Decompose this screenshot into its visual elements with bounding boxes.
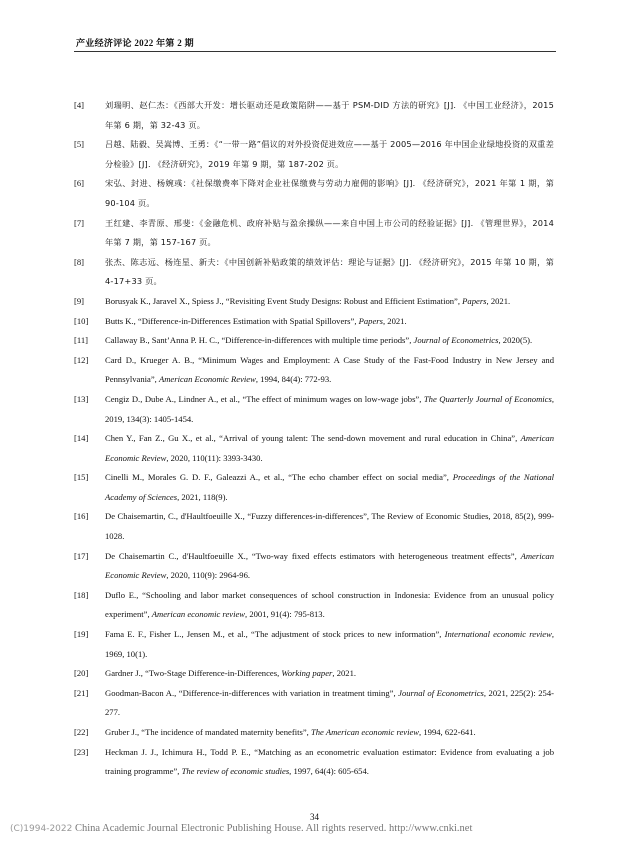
reference-text-segment: , 2021, 225(2): 254-277.	[105, 687, 554, 718]
reference-item	[74, 429, 554, 468]
reference-number: [8]	[74, 256, 85, 267]
reference-text-segment: 刘瑞明、赵仁杰：《西部大开发：增长驱动还是政策陷阱——基于 PSM-DID 方法的研究》[J]. 《中国工业经济》，2015 年第 6 期，第 32-43 页。	[105, 100, 554, 130]
reference-source-title: Papers	[462, 295, 487, 306]
reference-item	[74, 253, 554, 292]
reference-item	[74, 625, 554, 664]
reference-item	[74, 96, 554, 135]
reference-text-segment: , 1969, 10(1).	[105, 629, 554, 659]
reference-number: [16]	[74, 511, 89, 522]
reference-text-segment: Chen Y., Fan Z., Gu X., et al., “Arrival of young talent: The send-down movement and rural education in China”,	[105, 433, 521, 444]
reference-number: [13]	[74, 393, 89, 404]
reference-text-segment: Fama E. F., Fisher L., Jensen M., et al., “The adjustment of stock prices to new information”,	[105, 629, 445, 640]
reference-text	[105, 174, 554, 213]
reference-text-segment: , 1994, 622-641.	[419, 727, 476, 737]
reference-item	[74, 135, 554, 174]
reference-text-segment: , 2020, 110(9): 2964-96.	[166, 570, 251, 581]
reference-text-segment: , 2020(5).	[498, 335, 533, 346]
reference-source-title: Journal of Econometrics	[398, 687, 484, 698]
copyright-footer	[10, 823, 472, 834]
reference-text	[105, 743, 554, 782]
reference-text	[105, 96, 554, 135]
reference-item	[74, 174, 554, 213]
reference-text-segment: 张杰、陈志远、杨连星、新夫：《中国创新补贴政策的绩效评估：理论与证据》[J]. 《经济研究》，2015 年第 10 期，第 4-17+33 页。	[105, 256, 554, 287]
reference-number: [19]	[74, 629, 89, 640]
reference-text-segment: 吕越、陆毅、吴嵩博、王勇：《“一带一路”倡议的对外投资促进效应——基于 2005—2016 年中国企业绿地投资的双重差分检验》[J]. 《经济研究》，2019 年第 9 期，第 187-202 页。	[105, 139, 554, 169]
reference-item	[74, 723, 554, 743]
reference-source-title: International economic review	[444, 629, 552, 640]
reference-item	[74, 664, 554, 684]
reference-item	[74, 390, 554, 429]
reference-text-segment: 宋弘、封进、杨婉彧：《社保缴费率下降对企业社保缴费与劳动力雇佣的影响》[J]. 《经济研究》，2021 年第 1 期，第 90-104 页。	[105, 178, 554, 208]
reference-number: [23]	[74, 746, 89, 757]
header-divider	[74, 51, 556, 52]
reference-text-segment: , 2019, 134(3): 1405-1454.	[105, 393, 554, 424]
reference-text-segment: Gardner J., “Two-Stage Difference-in-Differences,	[105, 668, 282, 679]
reference-number: [10]	[74, 315, 89, 326]
reference-text-segment: , 2021.	[486, 295, 511, 306]
reference-text	[105, 292, 554, 312]
reference-text-segment: Duflo E., “Schooling and labor market consequences of school construction in Indonesia: Evidence from an unusual policy experiment”,	[105, 589, 554, 620]
reference-source-title: Working paper	[281, 668, 333, 679]
reference-source-title: American Economic Review	[105, 433, 554, 463]
running-header: 产业经济评论 2022 年第 2 期	[76, 38, 194, 48]
reference-item	[74, 351, 554, 390]
reference-list	[74, 96, 554, 782]
reference-text	[105, 684, 554, 723]
reference-number: [18]	[74, 589, 89, 600]
reference-item	[74, 507, 554, 546]
reference-source-title: The review of economic studies	[181, 766, 290, 777]
reference-number: [15]	[74, 472, 89, 483]
reference-text	[105, 664, 554, 684]
reference-text	[105, 135, 554, 174]
reference-item	[74, 743, 554, 782]
reference-item	[74, 312, 554, 332]
reference-text	[105, 586, 554, 625]
reference-number: [12]	[74, 354, 89, 365]
reference-text-segment: Card D., Krueger A. B., “Minimum Wages and Employment: A Case Study of the Fast-Food Industry in New Jersey and Pennsylvania”,	[105, 354, 554, 385]
reference-text-segment: , 2001, 91(4): 795-813.	[245, 609, 325, 620]
cnki-logo: (C)1994-2022	[10, 824, 73, 834]
reference-number: [22]	[74, 727, 89, 737]
reference-text	[105, 723, 554, 743]
reference-text-segment: Goodman-Bacon A., “Difference-in-differences with variation in treatment timing”,	[105, 687, 399, 698]
reference-text-segment: , 2021, 118(9).	[177, 491, 228, 502]
reference-text-segment: Butts K., “Difference-in-Differences Estimation with Spatial Spillovers”,	[105, 315, 359, 326]
reference-text-segment: 王红建、李青原、邢斐：《金融危机、政府补贴与盈余操纵——来自中国上市公司的经验证据》[J]. 《管理世界》，2014 年第 7 期，第 157-167 页。	[105, 217, 554, 248]
reference-text	[105, 312, 554, 332]
reference-item	[74, 292, 554, 312]
reference-item	[74, 468, 554, 507]
reference-text	[105, 429, 554, 468]
reference-text-segment: Callaway B., Sant’Anna P. H. C., “Difference-in-differences with multiple time periods”,	[105, 335, 414, 346]
reference-source-title: American economic review	[151, 609, 246, 620]
reference-text-segment: , 1994, 84(4): 772-93.	[255, 374, 332, 385]
copyright-text: China Academic Journal Electronic Publishing House. All rights reserved. http://www.cnki.net	[75, 823, 473, 834]
reference-text-segment: , 1997, 64(4): 605-654.	[289, 766, 369, 777]
reference-source-title: The American economic review	[310, 727, 420, 737]
reference-text-segment: , 2021.	[332, 668, 357, 679]
page-number: 34	[310, 812, 319, 822]
reference-number: [21]	[74, 687, 89, 698]
reference-source-title: American Economic Review	[105, 550, 554, 581]
reference-number: [9]	[74, 295, 85, 306]
reference-text	[105, 351, 554, 390]
reference-source-title: American Economic Review	[158, 374, 256, 385]
reference-number: [5]	[74, 139, 85, 150]
reference-text-segment: , 2020, 110(11): 3393-3430.	[166, 452, 263, 463]
reference-text	[105, 507, 554, 546]
reference-text-segment: De Chaisemartin C., d'Haultfoeuille X., “Two-way fixed effects estimators with heterogeneous treatment effects”,	[105, 550, 521, 561]
reference-source-title: Papers	[358, 315, 383, 326]
reference-number: [14]	[74, 433, 89, 444]
reference-text	[105, 468, 554, 507]
reference-number: [11]	[74, 335, 88, 346]
reference-source-title: The Quarterly Journal of Economics	[423, 393, 552, 404]
reference-number: [17]	[74, 550, 89, 561]
reference-number: [7]	[74, 217, 85, 228]
reference-item	[74, 331, 554, 351]
reference-item	[74, 547, 554, 586]
reference-text	[105, 214, 554, 253]
reference-number: [20]	[74, 668, 89, 679]
reference-text-segment: Gruber J., “The incidence of mandated maternity benefits”,	[105, 727, 311, 737]
reference-source-title: Proceedings of the National Academy of Sciences	[105, 472, 554, 502]
reference-number: [6]	[74, 178, 85, 189]
reference-number: [4]	[74, 100, 85, 110]
reference-item	[74, 684, 554, 723]
reference-text	[105, 390, 554, 429]
reference-text-segment: , 2021.	[382, 315, 407, 326]
reference-text	[105, 331, 554, 351]
reference-text-segment: Cengiz D., Dube A., Lindner A., et al., “The effect of minimum wages on low-wage jobs”,	[105, 393, 424, 404]
reference-source-title: Journal of Econometrics	[413, 335, 499, 346]
reference-text-segment: Borusyak K., Jaravel X., Spiess J., “Revisiting Event Study Designs: Robust and Efficient Estimation”,	[105, 295, 463, 306]
reference-text	[105, 547, 554, 586]
reference-item	[74, 214, 554, 253]
reference-text	[105, 625, 554, 664]
reference-text-segment: De Chaisemartin, C., d'Haultfoeuille X., “Fuzzy differences-in-differences”, The Review of Economic Studies, 2018, 85(2), 999-1028.	[105, 511, 554, 542]
reference-item	[74, 586, 554, 625]
reference-text	[105, 253, 554, 292]
reference-text-segment: Cinelli M., Morales G. D. F., Galeazzi A., et al., “The echo chamber effect on social media”,	[105, 472, 453, 483]
reference-text-segment: Heckman J. J., Ichimura H., Todd P. E., “Matching as an econometric evaluation estimator: Evidence from evaluating a job training programme”,	[105, 746, 554, 777]
